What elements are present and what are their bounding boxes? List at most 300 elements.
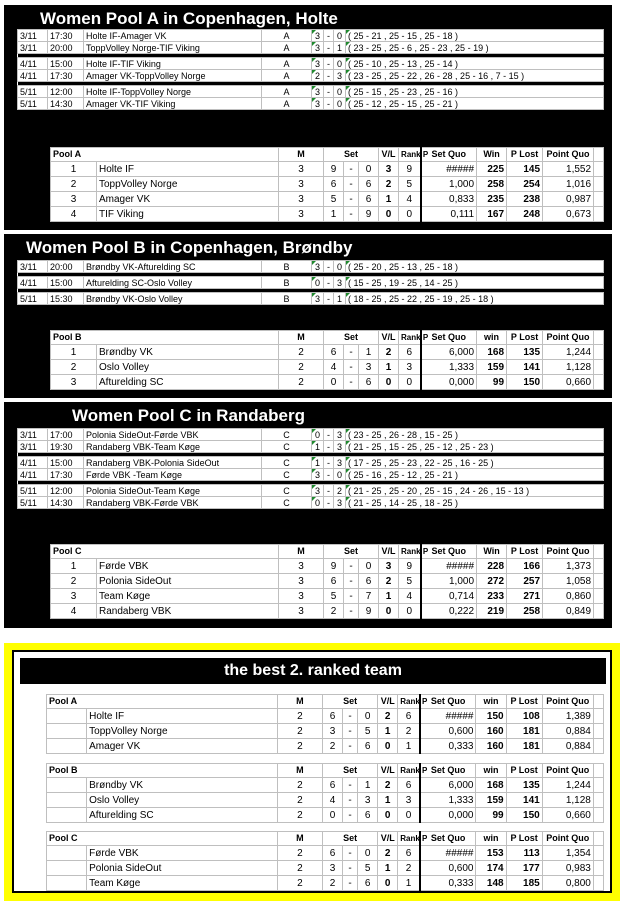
match-date: 5/11 — [18, 86, 48, 98]
row-points-won: 168 — [476, 778, 506, 793]
header-rank: Rank P — [398, 695, 420, 709]
row-victories: 1 — [379, 360, 399, 375]
row-sets-dash: - — [343, 739, 358, 754]
row-points-lost: 108 — [506, 709, 542, 724]
row-sets-lost: 6 — [359, 574, 379, 589]
match-row — [18, 429, 604, 441]
match-time: 17:30 — [48, 30, 84, 42]
row-sets-lost: 0 — [359, 559, 379, 574]
row-matches: 3 — [279, 192, 324, 207]
row-points-won: 233 — [477, 589, 507, 604]
row-rank: 1 — [51, 559, 97, 574]
row-points-lost: 141 — [506, 793, 542, 808]
row-spacer — [593, 793, 603, 808]
match-score-dash: - — [324, 429, 334, 441]
header-win: Win — [477, 148, 507, 162]
row-team: Førde VBK — [97, 559, 279, 574]
row-matches: 3 — [279, 589, 324, 604]
header-point-quo: Point Quo — [542, 832, 593, 846]
row-spacer — [593, 778, 603, 793]
match-time: 17:30 — [48, 469, 84, 481]
row-spacer — [594, 375, 604, 390]
row-team: Randaberg VBK — [97, 604, 279, 619]
match-score-dash: - — [324, 30, 334, 42]
row-matches: 3 — [279, 162, 324, 177]
row-points-lost: 150 — [506, 808, 542, 823]
row-points-lost: 141 — [507, 360, 543, 375]
standings-row — [51, 559, 604, 574]
match-score-dash: - — [324, 42, 334, 54]
row-matches: 3 — [279, 559, 324, 574]
row-set-quo: 1,333 — [420, 793, 476, 808]
row-sets-won: 6 — [322, 846, 342, 861]
match-set-scores: ( 15 - 25 , 19 - 25 , 14 - 25 ) — [346, 277, 604, 289]
row-points-lost: 238 — [507, 192, 543, 207]
standings-row — [51, 177, 604, 192]
row-victories: 3 — [379, 559, 399, 574]
best-pool-b-table — [46, 763, 604, 823]
row-point-quo: 0,673 — [543, 207, 594, 222]
row-set-quo: ##### — [420, 846, 476, 861]
row-set-quo: 0,714 — [421, 589, 477, 604]
match-date: 3/11 — [18, 42, 48, 54]
row-points: 0 — [399, 207, 421, 222]
match-set-scores: ( 21 - 25 , 14 - 25 , 18 - 25 ) — [346, 497, 604, 509]
row-rank — [47, 739, 87, 754]
match-pool: A — [262, 42, 312, 54]
row-victories: 0 — [379, 375, 399, 390]
match-pool: C — [262, 497, 312, 509]
match-pool: C — [262, 485, 312, 497]
match-sets-home: 3 — [312, 42, 324, 54]
match-teams: Randaberg VBK-Team Køge — [84, 441, 262, 453]
row-sets-dash: - — [344, 345, 359, 360]
row-team: Team Køge — [97, 589, 279, 604]
row-points-won: 160 — [476, 739, 506, 754]
row-points-lost: 271 — [507, 589, 543, 604]
row-points-lost: 135 — [507, 345, 543, 360]
match-set-scores: ( 25 - 12 , 25 - 15 , 25 - 21 ) — [346, 98, 604, 110]
row-rank — [47, 876, 87, 891]
match-row — [18, 86, 604, 98]
row-point-quo: 0,660 — [543, 375, 594, 390]
row-sets-won: 3 — [322, 724, 342, 739]
match-sets-home: 3 — [312, 86, 324, 98]
row-rank — [47, 846, 87, 861]
row-points-won: 228 — [477, 559, 507, 574]
row-victories: 1 — [378, 793, 398, 808]
match-score-dash: - — [324, 98, 334, 110]
match-date: 4/11 — [18, 58, 48, 70]
match-pool: A — [262, 86, 312, 98]
header-spacer — [594, 331, 604, 345]
row-rank: 2 — [51, 574, 97, 589]
match-set-scores: ( 25 - 21 , 25 - 15 , 25 - 18 ) — [346, 30, 604, 42]
row-rank: 3 — [51, 192, 97, 207]
row-points-won: 150 — [476, 709, 506, 724]
row-point-quo: 0,860 — [543, 589, 594, 604]
row-victories: 0 — [379, 604, 399, 619]
match-time: 15:00 — [48, 277, 84, 289]
match-teams: Polonia SideOut-Førde VBK — [84, 429, 262, 441]
row-rank: 4 — [51, 604, 97, 619]
row-sets-won: 9 — [324, 559, 344, 574]
row-points-lost: 166 — [507, 559, 543, 574]
row-sets-lost: 6 — [359, 192, 379, 207]
row-rank — [47, 793, 87, 808]
row-sets-dash: - — [343, 846, 358, 861]
row-points: 4 — [399, 589, 421, 604]
row-point-quo: 1,354 — [542, 846, 593, 861]
row-set-quo: 0,600 — [420, 861, 476, 876]
standings-row — [47, 793, 604, 808]
row-spacer — [594, 207, 604, 222]
row-sets-lost: 0 — [359, 162, 379, 177]
match-teams: Amager VK-ToppVolley Norge — [84, 70, 262, 82]
match-pool: B — [262, 277, 312, 289]
row-point-quo: 0,983 — [542, 861, 593, 876]
row-spacer — [594, 162, 604, 177]
row-set-quo: 6,000 — [421, 345, 477, 360]
row-sets-lost: 1 — [359, 345, 379, 360]
row-set-quo: 0,000 — [421, 375, 477, 390]
row-spacer — [593, 724, 603, 739]
match-date: 5/11 — [18, 497, 48, 509]
row-points: 0 — [398, 808, 420, 823]
row-point-quo: 0,884 — [542, 739, 593, 754]
best-second-ranked-panel — [4, 643, 620, 901]
row-set-quo: 0,111 — [421, 207, 477, 222]
row-sets-won: 5 — [324, 589, 344, 604]
header-set-quo: Set Quo — [421, 331, 477, 345]
row-point-quo: 1,373 — [543, 559, 594, 574]
standings-header — [47, 695, 604, 709]
row-team: Holte IF — [87, 709, 278, 724]
match-sets-away: 0 — [334, 469, 346, 481]
row-points: 3 — [398, 793, 420, 808]
match-sets-away: 0 — [334, 30, 346, 42]
row-set-quo: ##### — [421, 559, 477, 574]
header-matches: M — [279, 331, 324, 345]
pool-a-matches — [17, 29, 604, 110]
match-row — [18, 58, 604, 70]
row-victories: 3 — [379, 162, 399, 177]
match-row — [18, 98, 604, 110]
row-victories: 1 — [379, 589, 399, 604]
row-sets-lost: 9 — [359, 207, 379, 222]
standings-header — [47, 764, 604, 778]
header-rank: Rank P — [398, 764, 420, 778]
match-sets-home: 3 — [312, 30, 324, 42]
match-row — [18, 42, 604, 54]
match-teams: Amager VK-TIF Viking — [84, 98, 262, 110]
row-sets-won: 5 — [324, 192, 344, 207]
row-points-won: 148 — [476, 876, 506, 891]
match-set-scores: ( 17 - 25 , 25 - 23 , 22 - 25 , 16 - 25 ) — [346, 457, 604, 469]
row-set-quo: 1,333 — [421, 360, 477, 375]
row-team: ToppVolley Norge — [97, 177, 279, 192]
best-second-ranked-inner — [12, 650, 612, 893]
row-points-won: 225 — [477, 162, 507, 177]
row-points: 4 — [399, 192, 421, 207]
match-date: 5/11 — [18, 485, 48, 497]
header-p-lost: P Lost — [507, 331, 543, 345]
header-set: Set — [324, 545, 379, 559]
row-matches: 3 — [279, 574, 324, 589]
match-set-scores: ( 23 - 25 , 25 - 22 , 26 - 28 , 25 - 16 , 7 - 15 ) — [346, 70, 604, 82]
match-row — [18, 261, 604, 273]
row-team: Oslo Volley — [87, 793, 278, 808]
row-sets-won: 6 — [322, 709, 342, 724]
match-pool: A — [262, 58, 312, 70]
row-points-lost: 254 — [507, 177, 543, 192]
header-vl: V/L — [378, 832, 398, 846]
row-sets-dash: - — [344, 192, 359, 207]
header-win: win — [476, 764, 506, 778]
match-time: 14:30 — [48, 98, 84, 110]
header-matches: M — [279, 148, 324, 162]
row-team: Brøndby VK — [97, 345, 279, 360]
row-points-won: 159 — [476, 793, 506, 808]
row-rank: 3 — [51, 589, 97, 604]
row-spacer — [594, 177, 604, 192]
match-teams: Holte IF-Amager VK — [84, 30, 262, 42]
match-date: 3/11 — [18, 441, 48, 453]
row-sets-dash: - — [343, 724, 358, 739]
standings-row — [47, 724, 604, 739]
header-pool: Pool A — [47, 695, 278, 709]
row-points: 1 — [398, 739, 420, 754]
match-sets-home: 3 — [312, 469, 324, 481]
row-points-won: 153 — [476, 846, 506, 861]
row-point-quo: 1,244 — [543, 345, 594, 360]
match-teams: Holte IF-TIF Viking — [84, 58, 262, 70]
row-points: 5 — [399, 574, 421, 589]
row-team: TIF Viking — [97, 207, 279, 222]
match-sets-away: 3 — [334, 277, 346, 289]
header-pool: Pool B — [51, 331, 279, 345]
header-vl: V/L — [378, 695, 398, 709]
row-team: Brøndby VK — [87, 778, 278, 793]
row-set-quo: 0,222 — [421, 604, 477, 619]
standings-row — [51, 162, 604, 177]
row-sets-won: 6 — [324, 574, 344, 589]
pool-b-title: Women Pool B in Copenhagen, Brøndby — [26, 238, 353, 257]
row-points-lost: 248 — [507, 207, 543, 222]
header-point-quo: Point Quo — [543, 148, 594, 162]
row-sets-dash: - — [344, 162, 359, 177]
standings-row — [47, 846, 604, 861]
row-victories: 0 — [378, 876, 398, 891]
row-spacer — [594, 360, 604, 375]
row-points-lost: 181 — [506, 739, 542, 754]
best-pool-a-table — [46, 694, 604, 754]
match-pool: C — [262, 469, 312, 481]
row-team: Oslo Volley — [97, 360, 279, 375]
row-points-won: 219 — [477, 604, 507, 619]
match-set-scores: ( 21 - 25 , 15 - 25 , 25 - 12 , 25 - 23 ) — [346, 441, 604, 453]
row-rank — [47, 808, 87, 823]
match-row — [18, 469, 604, 481]
row-points: 6 — [398, 709, 420, 724]
row-sets-lost: 5 — [358, 724, 378, 739]
row-team: Amager VK — [97, 192, 279, 207]
row-rank: 1 — [51, 162, 97, 177]
standings-row — [51, 192, 604, 207]
match-time: 19:30 — [48, 441, 84, 453]
match-set-scores: ( 18 - 25 , 25 - 22 , 25 - 19 , 25 - 18 ) — [346, 293, 604, 305]
row-spacer — [593, 709, 603, 724]
row-rank — [47, 724, 87, 739]
match-row — [18, 30, 604, 42]
header-point-quo: Point Quo — [543, 331, 594, 345]
row-spacer — [594, 574, 604, 589]
match-sets-home: 0 — [312, 497, 324, 509]
match-teams: Polonia SideOut-Team Køge — [84, 485, 262, 497]
row-sets-won: 6 — [324, 177, 344, 192]
match-sets-away: 0 — [334, 86, 346, 98]
header-set: Set — [322, 832, 377, 846]
header-win: win — [476, 695, 506, 709]
row-sets-dash: - — [344, 589, 359, 604]
standings-row — [47, 861, 604, 876]
match-sets-home: 3 — [312, 485, 324, 497]
row-sets-dash: - — [344, 207, 359, 222]
pool-c-title: Women Pool C in Randaberg — [72, 406, 305, 425]
match-time: 20:00 — [48, 261, 84, 273]
standings-row — [47, 709, 604, 724]
header-vl: V/L — [379, 331, 399, 345]
header-set: Set — [322, 764, 377, 778]
row-points-won: 99 — [476, 808, 506, 823]
match-date: 4/11 — [18, 277, 48, 289]
match-sets-away: 0 — [334, 261, 346, 273]
row-team: Holte IF — [97, 162, 279, 177]
row-set-quo: 6,000 — [420, 778, 476, 793]
row-rank: 4 — [51, 207, 97, 222]
row-point-quo: 0,800 — [542, 876, 593, 891]
header-set-quo: Set Quo — [421, 545, 477, 559]
row-sets-lost: 6 — [358, 876, 378, 891]
row-sets-won: 0 — [324, 375, 344, 390]
row-sets-won: 2 — [322, 739, 342, 754]
standings-row — [47, 739, 604, 754]
row-points-won: 258 — [477, 177, 507, 192]
match-time: 15:00 — [48, 457, 84, 469]
match-sets-away: 1 — [334, 42, 346, 54]
row-sets-dash: - — [343, 793, 358, 808]
row-points-won: 160 — [476, 724, 506, 739]
pool-a-title: Women Pool A in Copenhagen, Holte — [40, 9, 338, 28]
header-set-quo: Set Quo — [420, 695, 476, 709]
header-set-quo: Set Quo — [420, 764, 476, 778]
match-teams: Afturelding SC-Oslo Volley — [84, 277, 262, 289]
row-victories: 2 — [378, 846, 398, 861]
row-sets-lost: 9 — [359, 604, 379, 619]
row-points: 6 — [398, 778, 420, 793]
header-spacer — [593, 695, 603, 709]
header-spacer — [593, 832, 603, 846]
match-sets-home: 3 — [312, 98, 324, 110]
row-sets-dash: - — [344, 375, 359, 390]
row-victories: 2 — [379, 574, 399, 589]
row-points-won: 168 — [477, 345, 507, 360]
header-matches: M — [277, 832, 322, 846]
row-victories: 0 — [378, 739, 398, 754]
header-pool: Pool C — [47, 832, 278, 846]
match-set-scores: ( 23 - 25 , 26 - 28 , 15 - 25 ) — [346, 429, 604, 441]
match-sets-home: 0 — [312, 429, 324, 441]
row-points-lost: 181 — [506, 724, 542, 739]
row-team: Afturelding SC — [87, 808, 278, 823]
row-team: Polonia SideOut — [97, 574, 279, 589]
header-set-quo: Set Quo — [421, 148, 477, 162]
row-sets-lost: 6 — [359, 177, 379, 192]
row-spacer — [594, 345, 604, 360]
row-sets-won: 4 — [324, 360, 344, 375]
row-matches: 2 — [277, 709, 322, 724]
header-rank: Rank P — [398, 832, 420, 846]
match-date: 4/11 — [18, 457, 48, 469]
row-points-won: 167 — [477, 207, 507, 222]
match-teams: Brøndby VK-Oslo Volley — [84, 293, 262, 305]
row-rank: 2 — [51, 177, 97, 192]
match-pool: A — [262, 70, 312, 82]
row-points-lost: 177 — [506, 861, 542, 876]
match-pool: C — [262, 441, 312, 453]
match-sets-away: 2 — [334, 485, 346, 497]
row-points-won: 272 — [477, 574, 507, 589]
match-pool: C — [262, 457, 312, 469]
row-sets-won: 4 — [322, 793, 342, 808]
match-date: 4/11 — [18, 70, 48, 82]
header-pool: Pool C — [51, 545, 279, 559]
match-teams: Førde VBK -Team Køge — [84, 469, 262, 481]
match-pool: B — [262, 293, 312, 305]
row-sets-lost: 0 — [358, 709, 378, 724]
row-spacer — [594, 604, 604, 619]
row-spacer — [594, 559, 604, 574]
header-set-quo: Set Quo — [420, 832, 476, 846]
row-points-lost: 145 — [507, 162, 543, 177]
row-sets-lost: 3 — [358, 793, 378, 808]
standings-header — [51, 148, 604, 162]
match-pool: C — [262, 429, 312, 441]
match-set-scores: ( 25 - 16 , 25 - 12 , 25 - 21 ) — [346, 469, 604, 481]
match-score-dash: - — [324, 261, 334, 273]
row-rank — [47, 861, 87, 876]
row-sets-dash: - — [344, 177, 359, 192]
row-points-lost: 135 — [506, 778, 542, 793]
header-pool: Pool A — [51, 148, 279, 162]
match-teams: Holte IF-ToppVolley Norge — [84, 86, 262, 98]
header-p-lost: P Lost — [507, 545, 543, 559]
row-sets-won: 9 — [324, 162, 344, 177]
row-matches: 2 — [277, 739, 322, 754]
row-sets-dash: - — [344, 360, 359, 375]
row-team: Afturelding SC — [97, 375, 279, 390]
row-matches: 2 — [277, 846, 322, 861]
pool-c-panel — [4, 402, 612, 628]
match-date: 3/11 — [18, 261, 48, 273]
match-teams: ToppVolley Norge-TIF Viking — [84, 42, 262, 54]
row-points-won: 174 — [476, 861, 506, 876]
row-matches: 2 — [279, 345, 324, 360]
row-point-quo: 1,128 — [542, 793, 593, 808]
row-points-lost: 185 — [506, 876, 542, 891]
row-points: 2 — [398, 861, 420, 876]
standings-row — [51, 375, 604, 390]
